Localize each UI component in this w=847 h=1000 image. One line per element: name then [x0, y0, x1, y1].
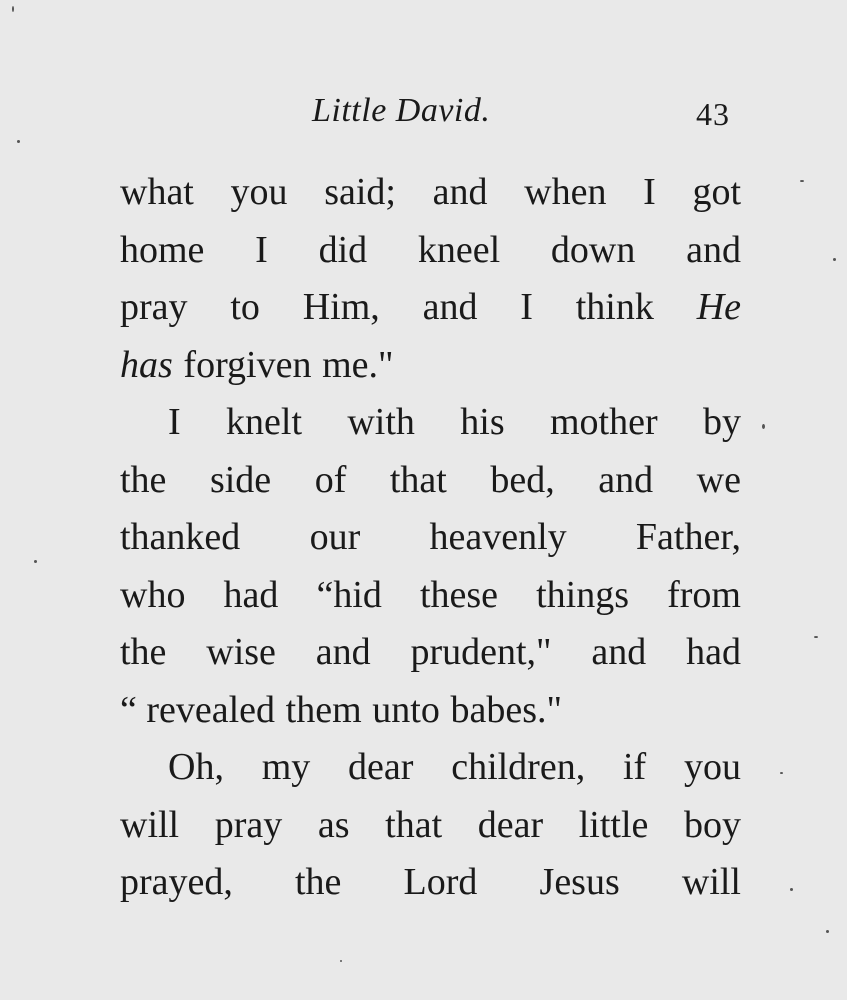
word: these — [419, 573, 499, 616]
word: you — [683, 746, 741, 788]
word: pray — [214, 803, 283, 846]
word: by — [703, 401, 741, 443]
word: things — [536, 573, 629, 616]
word: the — [120, 631, 167, 673]
word: thanked — [120, 516, 241, 558]
text-line — [120, 164, 741, 222]
word: did — [318, 228, 368, 271]
word-italic: He — [696, 286, 741, 328]
word: as — [317, 803, 350, 846]
word: wise — [206, 631, 276, 673]
word: dear — [477, 803, 544, 846]
word: knelt — [226, 401, 302, 443]
word: the — [120, 458, 167, 501]
text-line — [120, 854, 741, 912]
word: you — [230, 171, 288, 213]
word: with — [347, 401, 415, 443]
word: of — [314, 458, 347, 501]
word: I — [168, 401, 181, 443]
text-line — [120, 624, 741, 682]
word: will — [120, 803, 180, 846]
word: bed, — [490, 458, 555, 501]
text-line — [120, 797, 741, 855]
word: our — [309, 516, 361, 558]
scan-speck — [780, 772, 783, 774]
word: prudent," — [410, 631, 552, 673]
word: and — [315, 631, 371, 673]
word: I — [643, 171, 656, 213]
word: I — [255, 228, 268, 271]
word: had — [223, 573, 279, 616]
word: Him, — [302, 286, 380, 328]
word: we — [696, 458, 741, 501]
word: Jesus — [539, 861, 620, 903]
text-line — [120, 394, 741, 452]
word-italic: has — [120, 343, 173, 386]
page-number: 43 — [696, 96, 730, 132]
word: that — [385, 803, 443, 846]
text-line — [120, 222, 741, 280]
word: Father, — [635, 516, 741, 558]
text-line — [120, 739, 741, 797]
word: pray — [120, 286, 188, 328]
scan-speck — [800, 180, 804, 182]
word: my — [261, 746, 311, 788]
word: to — [230, 286, 260, 328]
word: from — [667, 573, 741, 616]
scan-speck — [826, 930, 829, 933]
word: them — [285, 688, 362, 731]
word: if — [622, 746, 647, 788]
word: home — [120, 228, 205, 271]
word: side — [209, 458, 272, 501]
word: down — [550, 228, 636, 271]
word: had — [686, 631, 741, 673]
word: and — [686, 228, 741, 271]
word: will — [681, 861, 741, 903]
word: and — [598, 458, 654, 501]
word: what — [120, 171, 194, 213]
scan-speck — [833, 258, 836, 261]
word: I — [520, 286, 533, 328]
word: babes." — [450, 688, 563, 731]
word: his — [460, 401, 505, 443]
word: who — [120, 573, 186, 616]
text-line — [120, 567, 741, 625]
word: Lord — [403, 861, 478, 903]
word: boy — [684, 803, 741, 846]
scan-speck — [790, 888, 793, 891]
scan-speck — [762, 424, 765, 429]
word: kneel — [417, 228, 501, 271]
word: Oh, — [168, 746, 224, 788]
word: when — [524, 171, 607, 213]
scan-speck — [340, 960, 342, 962]
word: prayed, — [120, 861, 233, 903]
word: the — [295, 861, 342, 903]
word: “hid — [316, 573, 382, 616]
word: unto — [372, 688, 440, 731]
word: mother — [550, 401, 658, 443]
word: little — [578, 803, 649, 846]
word: that — [389, 458, 447, 501]
word: got — [692, 171, 741, 213]
word: said; — [324, 171, 396, 213]
scan-speck — [17, 140, 20, 143]
text-line — [120, 337, 741, 395]
word: children, — [451, 746, 586, 788]
word: and — [422, 286, 478, 328]
scan-speck — [34, 560, 37, 563]
word: heavenly — [429, 516, 567, 558]
word: think — [575, 286, 654, 328]
word: me." — [322, 343, 394, 386]
word: and — [432, 171, 488, 213]
body-text — [120, 164, 741, 912]
word: “ revealed — [120, 688, 276, 731]
text-line — [120, 279, 741, 337]
running-title: Little David. — [312, 92, 491, 129]
word: forgiven — [183, 343, 312, 386]
text-line — [120, 509, 741, 567]
text-line — [120, 682, 741, 740]
scan-speck — [814, 636, 818, 638]
page-header — [0, 92, 847, 142]
word: and — [591, 631, 647, 673]
text-line — [120, 452, 741, 510]
word: dear — [348, 746, 414, 788]
scan-speck — [12, 6, 14, 12]
